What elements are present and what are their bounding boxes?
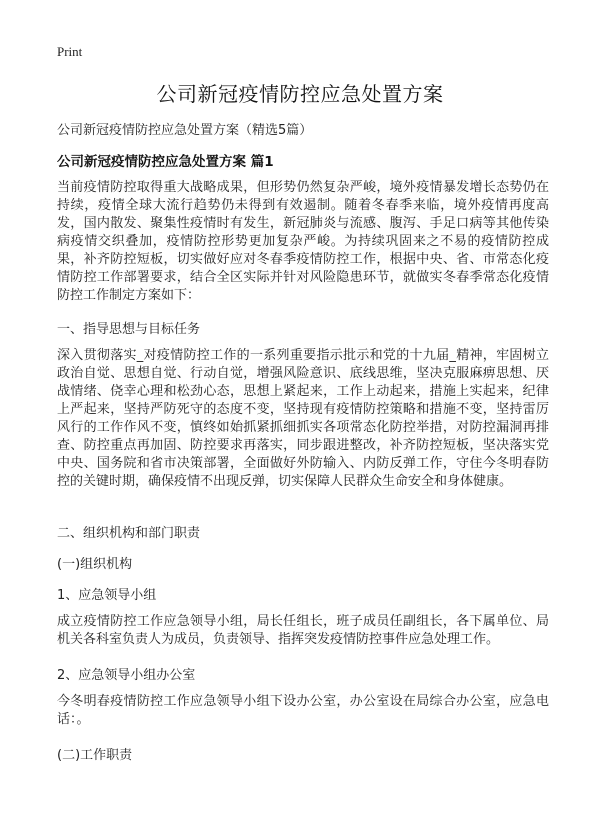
heading-office: 2、应急领导小组办公室: [57, 668, 196, 683]
heading-org-structure: (一)组织机构: [57, 557, 133, 572]
intro-paragraph: 当前疫情防控取得重大战略成果，但形势仍然复杂严峻，境外疫情暴发增长态势仍在持续，疫情全球大流行趋势仍未得到有效遏制。随着冬春季来临，境外疫情再度高发，国内散发、聚集性疫情时有发生，新冠肺炎与流感、腹泻、手足口病等其他传染病疫情交织叠加，疫情防控形势更加复杂严峻。为持续巩固来之不易的疫情防控成果，补齐防控短板，切实做好应对冬春季疫情防控工作，根据中央、省、市常态化疫情防控工作部署要求，结合全区实际并针对风险隐患环节，就做实冬春季常态化疫情防控工作制定方案如下：: [57, 180, 549, 303]
heading-responsibilities: (二)工作职责: [57, 748, 133, 763]
heading-guiding-principles: 一、指导思想与目标任务: [57, 322, 201, 337]
office-paragraph: 今冬明春疫情防控工作应急领导小组下设办公室，办公室设在局综合办公室，应急电话：。: [57, 694, 549, 727]
print-label: Print: [57, 44, 83, 59]
heading-leading-group: 1、应急领导小组: [57, 588, 157, 603]
document-subtitle: 公司新冠疫情防控应急处置方案（精选5篇）: [57, 123, 313, 138]
section-title: 公司新冠疫情防控应急处置方案 篇1: [57, 154, 274, 170]
leading-group-paragraph: 成立疫情防控工作应急领导小组，局长任组长，班子成员任副组长，各下属单位、局机关各科室负责人为成员，负责领导、指挥突发疫情防控事件应急处理工作。: [57, 614, 549, 647]
heading-organization: 二、组织机构和部门职责: [57, 526, 201, 541]
page-title: 公司新冠疫情防控应急处置方案: [156, 82, 444, 106]
guiding-paragraph: 深入贯彻落实_对疫情防控工作的一系列重要指示批示和党的十九届_精神，牢固树立政治自觉、思想自觉、行动自觉，增强风险意识、底线思维，坚决克服麻痹思想、厌战情绪、侥幸心理和松劲心态，思想上紧起来，工作上动起来，措施上实起来，纪律上严起来，坚持严防死守的态度不变，坚持现有疫情防控策略和措施不变，坚持雷厉风行的工作作风不变，慎终如始抓紧抓细抓实各项常态化防控举措，对防控漏洞再排查、防控重点再加固、防控要求再落实，同步跟进整改，补齐防控短板，坚决落实党中央、国务院和省市决策部署，全面做好外防输入、内防反弹工作，守住今冬明春防控的关键时期，确保疫情不出现反弹，切实保障人民群众生命安全和身体健康。: [57, 348, 549, 489]
